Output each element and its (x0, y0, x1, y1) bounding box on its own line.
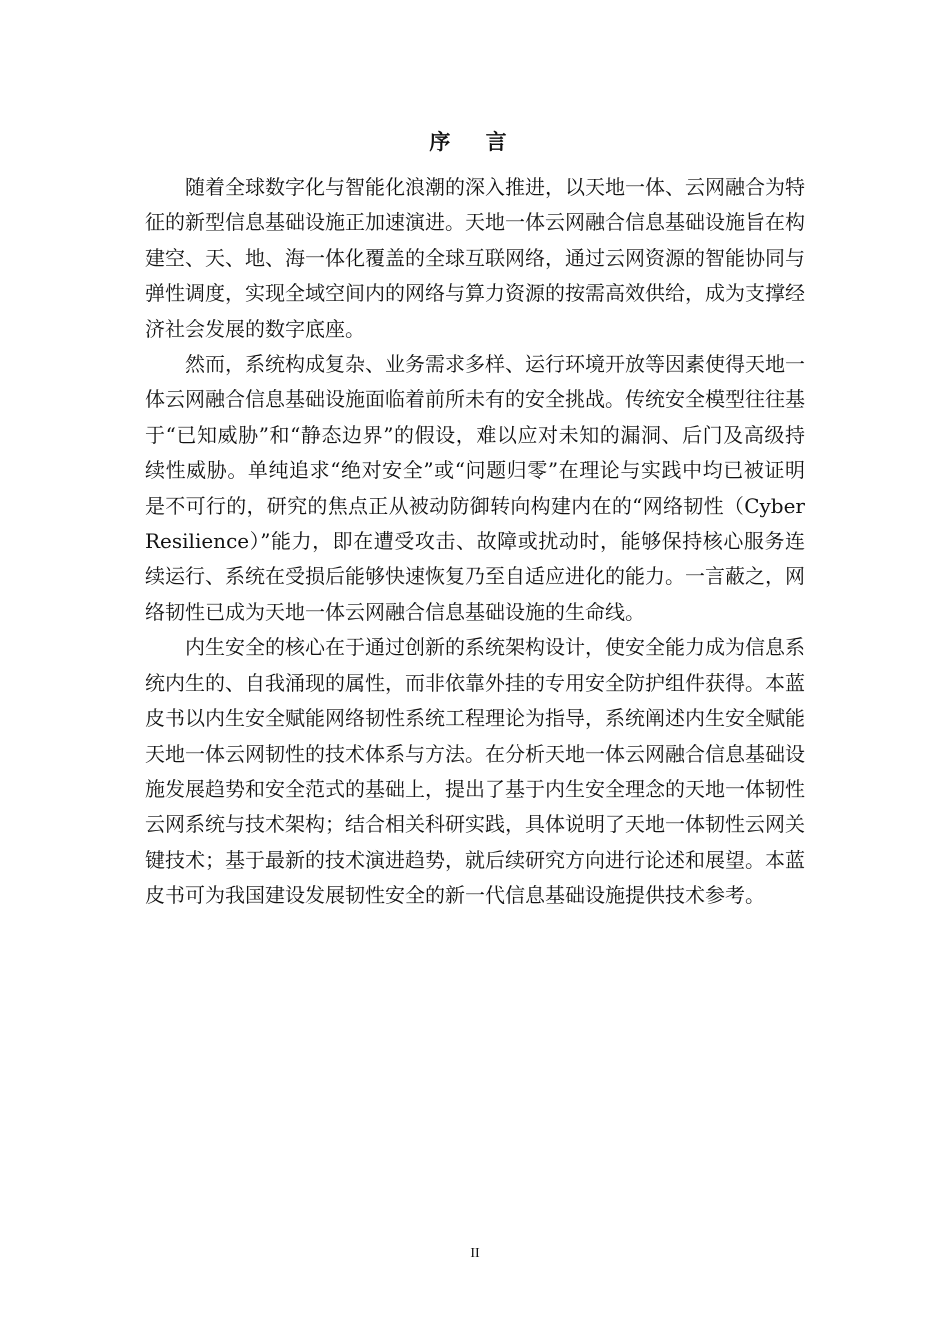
page-number: II (470, 1246, 480, 1261)
paragraph-1: 随着全球数字化与智能化浪潮的深入推进，以天地一体、云网融合为特征的新型信息基础设施正加速演进。天地一体云网融合信息基础设施旨在构建空、天、地、海一体化覆盖的全球互联网络，通过云网资源的智能协同与弹性调度，实现全域空间内的网络与算力资源的按需高效供给，成为支撑经济社会发展的数字底座。 (145, 175, 805, 341)
paragraph-2: 然而，系统构成复杂、业务需求多样、运行环境开放等因素使得天地一体云网融合信息基础设施面临着前所未有的安全挑战。传统安全模型往往基于“已知威胁”和“静态边界”的假设，难以应对未知的漏洞、后门及高级持续性威胁。单纯追求“绝对安全”或“问题归零”在理论与实践中均已被证明是不可行的，研究的焦点正从被动防御转向构建内在的“网络韧性（Cyber Resilience）”能力，即在遭受攻击、故障或扰动时，能够保持核心服务连续运行、系统在受损后能够快速恢复乃至自适应进化的能力。一言蔽之，网络韧性已成为天地一体云网融合信息基础设施的生命线。 (145, 352, 805, 624)
paragraph-3: 内生安全的核心在于通过创新的系统架构设计，使安全能力成为信息系统内生的、自我涌现的属性，而非依靠外挂的专用安全防护组件获得。本蓝皮书以内生安全赋能网络韧性系统工程理论为指导，系统阐述内生安全赋能天地一体云网韧性的技术体系与方法。在分析天地一体云网融合信息基础设施发展趋势和安全范式的基础上，提出了基于内生安全理念的天地一体韧性云网系统与技术架构；结合相关科研实践，具体说明了天地一体韧性云网关键技术；基于最新的技术演进趋势，就后续研究方向进行论述和展望。本蓝皮书可为我国建设发展韧性安全的新一代信息基础设施提供技术参考。 (145, 635, 805, 908)
page-title: 序 言 (429, 129, 521, 154)
preface-body (145, 170, 805, 914)
